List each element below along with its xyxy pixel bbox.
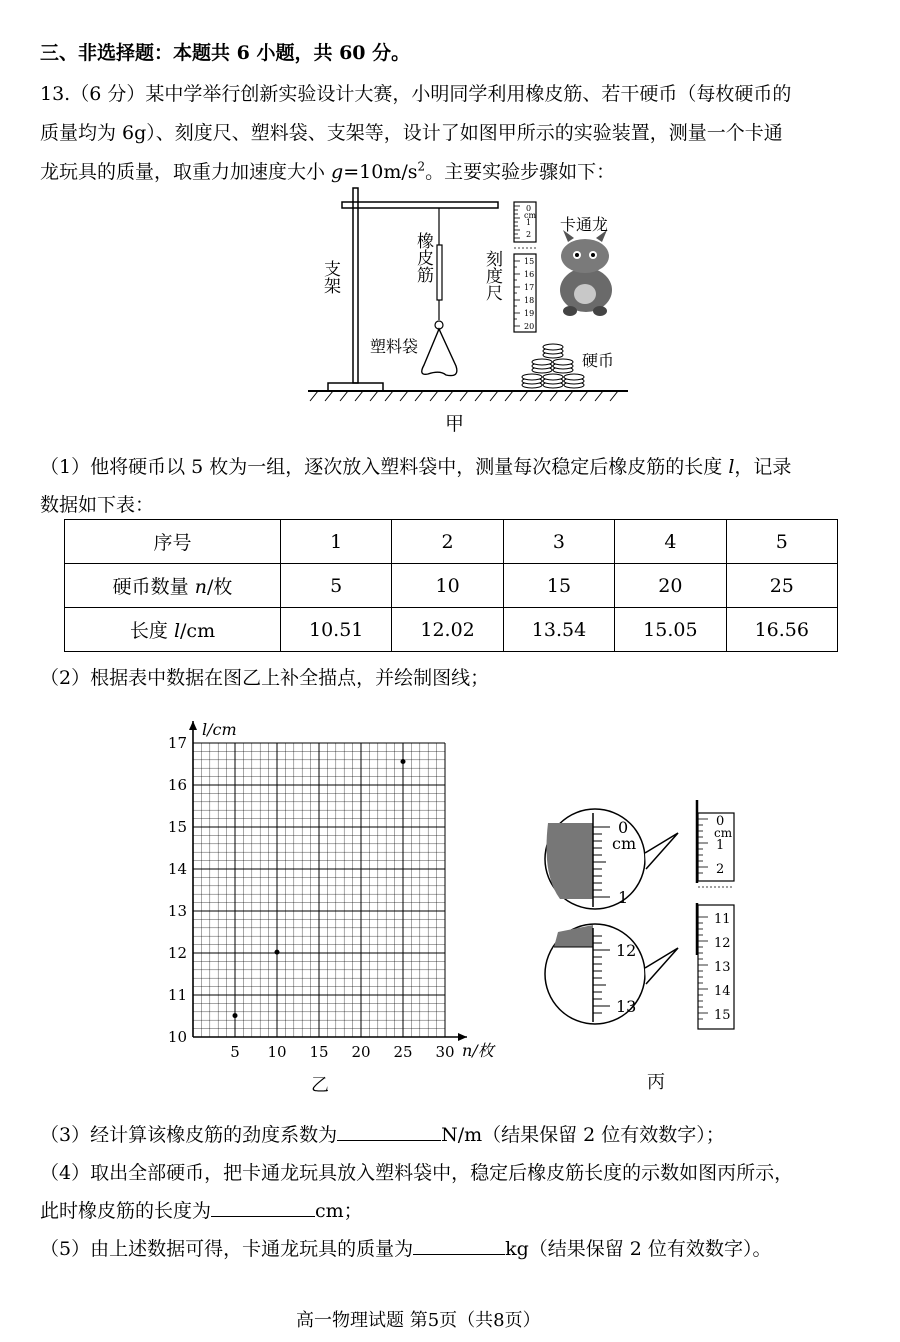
ruler-tick-19: 19: [524, 309, 535, 318]
step5-text-b: kg（结果保留 2 位有效数字）。: [505, 1238, 772, 1260]
plastic-bag: [422, 329, 457, 376]
y-tick-label: 14: [167, 860, 187, 878]
y-tick-label: 12: [167, 944, 187, 962]
stand-pole: [353, 188, 358, 383]
table-cell: 20: [615, 564, 726, 608]
caption-yi: 乙: [311, 1075, 329, 1096]
y-tick-label: 13: [167, 902, 187, 920]
table-cell: 25: [726, 564, 837, 608]
table-cell: 5: [726, 520, 837, 564]
ruler-top-tick-unit: cm: [524, 211, 537, 220]
y-tick-label: 11: [167, 986, 187, 1004]
caption-jia: 甲: [445, 413, 465, 435]
ruler-tick-17: 17: [524, 283, 535, 292]
x-tick-label: 30: [435, 1043, 455, 1061]
step4-answer-blank[interactable]: [211, 1198, 315, 1217]
stand-base: [328, 383, 383, 391]
ruler-bing-tick-1: 1: [716, 838, 725, 853]
table-cell: 15.05: [615, 608, 726, 652]
data-table: [64, 519, 838, 652]
x-axis-arrow: [458, 1033, 467, 1041]
step3-text-b: N/m（结果保留 2 位有效数字）；: [441, 1124, 725, 1146]
y-tick-label: 15: [167, 818, 187, 836]
ruler-bing: [697, 800, 734, 1029]
table-header-length: 长度 l/cm: [65, 608, 281, 652]
chart-grid: [193, 743, 445, 1037]
table-header-index: 序号: [65, 520, 281, 564]
ruler-bing-tick-14: 14: [714, 984, 731, 999]
zoom-circle-top: [545, 809, 678, 909]
chart-y-ticks: [168, 734, 187, 1046]
ruler-tick-18: 18: [524, 296, 535, 305]
label-ruler: 刻度尺: [482, 250, 502, 301]
exponent: 2: [417, 159, 426, 174]
step5-answer-blank[interactable]: [413, 1236, 505, 1255]
label-rubber-band: 橡皮筋: [413, 232, 433, 283]
zoom-top-unit: cm: [612, 834, 637, 853]
ruler-bing-tick-2: 2: [716, 862, 725, 877]
question-13-line-1: 13.（6 分）某中学举行创新实验设计大赛，小明同学利用橡皮筋、若干硬币（每枚硬币的: [40, 83, 792, 105]
y-tick-label: 17: [167, 734, 187, 752]
step1-line-1: [40, 452, 791, 479]
step4-text-b: cm；: [315, 1200, 363, 1222]
label-stand: 支架: [320, 260, 340, 294]
ruler-top-tick-1: 1: [526, 218, 532, 227]
ruler-tick-16: 16: [524, 270, 535, 279]
data-point: [401, 759, 406, 764]
zoom-bottom-tick-12: 12: [616, 941, 637, 960]
table-cell: 13.54: [503, 608, 614, 652]
y-tick-label: 16: [167, 776, 187, 794]
figure-jia: [0, 180, 900, 440]
label-dragon: 卡通龙: [560, 215, 609, 234]
table-cell: 12.02: [392, 608, 503, 652]
figure-bing: [530, 795, 760, 1105]
table-row: [65, 608, 838, 652]
x-tick-label: 25: [393, 1043, 413, 1061]
ruler-bing-tick-13: 13: [714, 960, 731, 975]
step2-line: （2）根据表中数据在图乙上补全描点，并绘制图线；: [40, 667, 490, 689]
chart-x-label: n/枚: [462, 1041, 494, 1060]
rubber-band: [437, 245, 442, 300]
ruler-top-tick-2: 2: [526, 230, 532, 239]
caption-bing: 丙: [647, 1072, 665, 1093]
chart-yi: [150, 705, 510, 1105]
zoom-top-tick-1: 1: [618, 888, 629, 907]
zoom-circle-bottom: [545, 924, 678, 1024]
ruler-tick-20: 20: [524, 322, 535, 331]
ruler-tick-15: 15: [524, 257, 535, 266]
ruler-bing-tick-11: 11: [714, 912, 731, 927]
y-axis-arrow: [189, 721, 197, 730]
label-bag: 塑料袋: [370, 337, 419, 356]
stand-crossbar: [342, 202, 498, 208]
section-heading: 三、非选择题：本题共 6 小题，共 60 分。: [40, 42, 411, 64]
step3-text-a: （3）经计算该橡皮筋的劲度系数为: [40, 1124, 338, 1146]
line3-text-b: =10m/s: [343, 161, 418, 183]
zoom-top-tick-0: 0: [618, 818, 629, 837]
step5-text-a: （5）由上述数据可得，卡通龙玩具的质量为: [40, 1238, 414, 1260]
table-cell: 16.56: [726, 608, 837, 652]
step5-line: [40, 1234, 771, 1261]
step3-line: [40, 1120, 725, 1147]
l-symbol: l: [728, 456, 735, 478]
table-header-coin-count: 硬币数量 n/枚: [65, 564, 281, 608]
table-cell: 15: [503, 564, 614, 608]
table-cell: 10.51: [281, 608, 392, 652]
ruler-bing-unit: cm: [714, 826, 733, 840]
table-cell: 10: [392, 564, 503, 608]
label-coins: 硬币: [582, 351, 615, 370]
step1-line-2: 数据如下表：: [40, 494, 155, 516]
x-tick-label: 15: [309, 1043, 329, 1061]
x-tick-label: 20: [351, 1043, 371, 1061]
x-tick-label: 5: [230, 1043, 240, 1061]
step4-line-2: [40, 1196, 363, 1223]
question-13-line-2: 质量均为 6g）、刻度尺、塑料袋、支架等，设计了如图甲所示的实验装置，测量一个卡通: [40, 122, 783, 144]
dragon-toy: [560, 230, 612, 316]
step1-text-a: （1）他将硬币以 5 枚为一组，逐次放入塑料袋中，测量每次稳定后橡皮筋的长度: [40, 456, 729, 478]
data-point: [275, 950, 280, 955]
data-point: [233, 1013, 238, 1018]
ruler-bing-tick-12: 12: [714, 936, 731, 951]
table-row: [65, 520, 838, 564]
y-tick-label: 10: [167, 1028, 187, 1046]
table-cell: 1: [281, 520, 392, 564]
ruler-top-tick-0: 0: [526, 204, 532, 213]
ground-hatching: [310, 391, 618, 401]
step4-text-a: 此时橡皮筋的长度为: [40, 1200, 212, 1222]
chart-axes: [189, 721, 467, 1041]
zoom-bottom-tick-13: 13: [616, 997, 637, 1016]
line3-text-a: 龙玩具的质量，取重力加速度大小: [40, 161, 332, 183]
ruler-bing-tick-0: 0: [716, 814, 725, 829]
chart-y-label: l/cm: [202, 720, 237, 739]
x-tick-label: 10: [267, 1043, 287, 1061]
step4-line-1: （4）取出全部硬币，把卡通龙玩具放入塑料袋中，稳定后橡皮筋长度的示数如图丙所示，: [40, 1162, 794, 1184]
table-row: [65, 564, 838, 608]
table-cell: 5: [281, 564, 392, 608]
g-symbol: g: [331, 161, 344, 183]
table-cell: 3: [503, 520, 614, 564]
coin-stacks: [522, 344, 584, 388]
chart-x-ticks: [230, 1043, 454, 1061]
line3-text-c: 。主要实验步骤如下：: [425, 161, 616, 183]
ruler-bing-tick-15: 15: [714, 1008, 731, 1023]
step3-answer-blank[interactable]: [337, 1122, 441, 1141]
page-footer: 高一物理试题 第5页（共8页）: [296, 1310, 541, 1331]
table-cell: 4: [615, 520, 726, 564]
step1-text-b: ，记录: [734, 456, 792, 478]
table-cell: 2: [392, 520, 503, 564]
